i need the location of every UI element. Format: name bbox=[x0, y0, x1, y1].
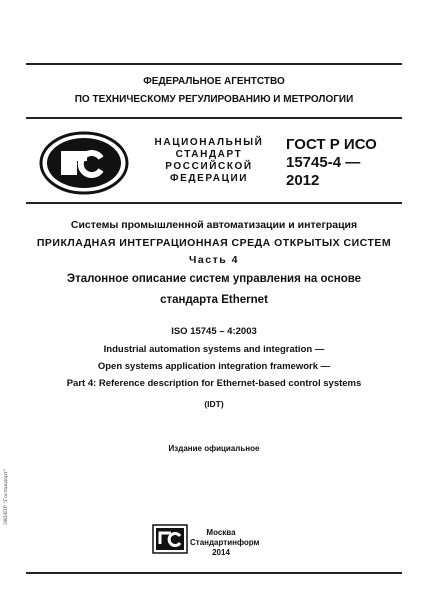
edition-label: Издание официальное bbox=[168, 444, 260, 453]
gost-r-logo-icon bbox=[39, 131, 129, 195]
title-en-line-2: Open systems application integration framework — bbox=[97, 361, 331, 372]
gost-designation-line-2: 15745-4 — bbox=[286, 154, 361, 171]
publisher-city: Москва bbox=[206, 528, 236, 537]
side-note: ЭКНПР "Гостандарт" bbox=[3, 468, 9, 525]
agency-line-1: ФЕДЕРАЛЬНОЕ АГЕНТСТВО bbox=[143, 76, 285, 87]
bottom-rule bbox=[26, 572, 402, 574]
publisher-year: 2014 bbox=[212, 548, 230, 557]
title-en-iso: ISO 15745 – 4:2003 bbox=[171, 326, 257, 337]
national-line-4: ФЕДЕРАЦИИ bbox=[169, 173, 249, 184]
national-line-3: РОССИЙСКОЙ bbox=[165, 161, 253, 172]
designation-rule bbox=[26, 202, 402, 204]
title-ru-part: Часть 4 bbox=[189, 254, 239, 266]
national-line-1: НАЦИОНАЛЬНЫЙ bbox=[154, 137, 264, 148]
gost-designation-line-3: 2012 bbox=[286, 172, 320, 189]
title-ru-line-3: Эталонное описание систем управления на основе bbox=[66, 273, 362, 285]
title-ru-line-4: стандарта Ethernet bbox=[160, 294, 268, 306]
title-ru-line-2: ПРИКЛАДНАЯ ИНТЕГРАЦИОННАЯ СРЕДА ОТКРЫТЫХ СИСТЕМ bbox=[36, 237, 392, 249]
top-rule bbox=[26, 63, 402, 65]
title-en-line-1: Industrial automation systems and integration — bbox=[103, 344, 325, 355]
gost-designation-line-1: ГОСТ Р ИСО bbox=[286, 136, 377, 153]
standartinform-logo-icon bbox=[152, 524, 188, 554]
title-ru-line-1: Системы промышленной автоматизации и интеграция bbox=[70, 219, 358, 231]
publisher-name: Стандартинформ bbox=[190, 538, 260, 547]
header-rule bbox=[26, 117, 402, 119]
title-en-line-3: Part 4: Reference description for Ethernet-based control systems bbox=[66, 378, 362, 389]
title-en-idt: (IDT) bbox=[204, 399, 224, 409]
agency-line-2: ПО ТЕХНИЧЕСКОМУ РЕГУЛИРОВАНИЮ И МЕТРОЛОГИИ bbox=[74, 94, 354, 105]
national-line-2: СТАНДАРТ bbox=[175, 149, 243, 160]
